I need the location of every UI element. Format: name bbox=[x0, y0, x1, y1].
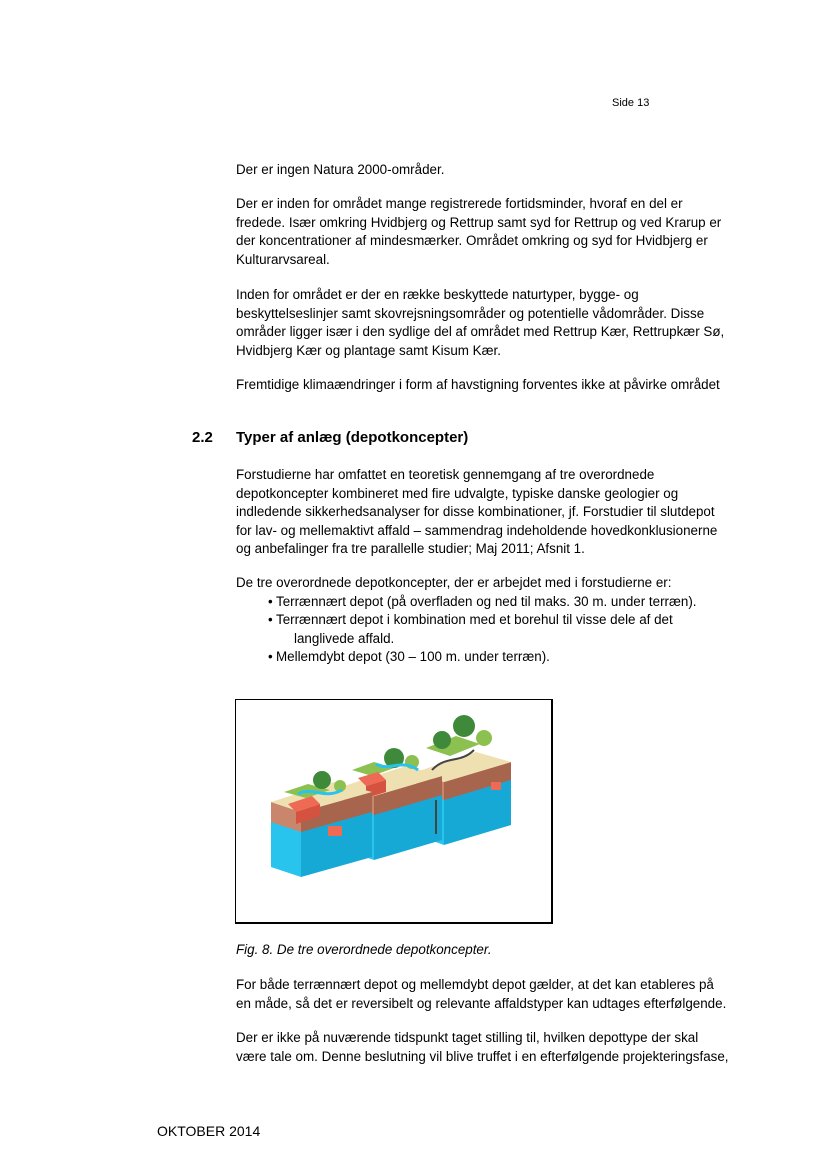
text-line: For både terrænnært depot og mellemdybt depot gælder, at det kan etableres på bbox=[236, 977, 714, 992]
paragraph-forstudier bbox=[236, 466, 756, 559]
text-line: Inden for området er der en række beskyttede naturtyper, bygge- og bbox=[236, 287, 639, 302]
list-item-text-continued: langlivede affald. bbox=[294, 630, 395, 646]
list-item-text: Mellemdybt depot (30 – 100 m. under terræn). bbox=[276, 649, 550, 665]
bullet-icon: • bbox=[268, 593, 273, 609]
footer-date: OKTOBER 2014 bbox=[157, 1123, 261, 1139]
text-line: en måde, så det er reversibelt og relevante affaldstyper kan udtages efterfølgende. bbox=[236, 995, 727, 1011]
bullet-icon: • bbox=[268, 612, 273, 628]
list-item bbox=[236, 648, 776, 667]
text-line: Forstudierne har omfattet en teoretisk gennemgang af tre overordnede bbox=[236, 467, 655, 482]
depot-concepts-illustration bbox=[236, 700, 552, 922]
section-title: Typer af anlæg (depotkoncepter) bbox=[236, 429, 469, 446]
paragraph-beslutning bbox=[236, 1029, 766, 1066]
text-line: være tale om. Denne beslutning vil blive truffet i en efterfølgende projekteringsfase, bbox=[236, 1048, 729, 1064]
text-line: indledende sikkerhedsanalyser for disse kombinationer, jf. Forstudier til slutdepot bbox=[236, 504, 715, 520]
text-line: for lav- og mellemaktivt affald – sammendrag indeholdende hovedkonklusionerne bbox=[236, 522, 718, 538]
list-item-text: Terrænnært depot (på overfladen og ned til maks. 30 m. under terræn). bbox=[276, 593, 697, 609]
text-line: Hvidbjerg Kær og plantage samt Kisum Kær. bbox=[236, 342, 501, 358]
list-item bbox=[236, 593, 776, 612]
figure-caption: Fig. 8. De tre overordnede depotkoncepter. bbox=[236, 942, 492, 957]
figure-depot-concepts bbox=[235, 699, 553, 924]
list-intro: De tre overordnede depotkoncepter, der er arbejdet med i forstudierne er: bbox=[236, 575, 672, 590]
text-line: der koncentrationer af mindesmærker. Området omkring og syd for Hvidbjerg er bbox=[236, 233, 708, 249]
bullet-icon: • bbox=[268, 649, 273, 665]
text-line: Der er inden for området mange registrerede fortidsminder, hvoraf en del er bbox=[236, 196, 683, 211]
page-number: Side 13 bbox=[612, 97, 650, 109]
paragraph-natura bbox=[236, 161, 756, 180]
list-item-text: Terrænnært depot i kombination med et borehul til visse dele af det bbox=[276, 612, 673, 628]
text-line: områder ligger især i den sydlige del af området med Rettrup Kær, Rettrupkær Sø, bbox=[236, 324, 725, 340]
concept-list bbox=[236, 593, 776, 667]
text-line: Der er ikke på nuværende tidspunkt taget stilling til, hvilken depottype der skal bbox=[236, 1030, 699, 1045]
text-line: Fremtidige klimaændringer i form af havstigning forventes ikke at påvirke området bbox=[236, 377, 720, 392]
text-line: fredede. Især omkring Hvidbjerg og Rettrup samt syd for Rettrup og ved Krarup er bbox=[236, 214, 722, 230]
text-line: depotkoncepter kombineret med fire udvalgte, typiske danske geologier og bbox=[236, 485, 679, 501]
text-line: Kulturarvsareal. bbox=[236, 251, 330, 267]
section-number: 2.2 bbox=[192, 429, 213, 446]
text-line: Der er ingen Natura 2000-områder. bbox=[236, 162, 445, 177]
list-item bbox=[236, 611, 776, 648]
paragraph-naturtyper bbox=[236, 286, 756, 360]
paragraph-klima bbox=[236, 376, 756, 395]
concept-list-block bbox=[236, 574, 776, 667]
paragraph-reversibel bbox=[236, 976, 766, 1013]
paragraph-fortidsminder bbox=[236, 195, 756, 269]
text-line: og anbefalinger fra tre parallelle studier; Maj 2011; Afsnit 1. bbox=[236, 541, 585, 557]
text-line: beskyttelseslinjer samt skovrejsningsområder og potentielle vådområder. Disse bbox=[236, 305, 705, 321]
